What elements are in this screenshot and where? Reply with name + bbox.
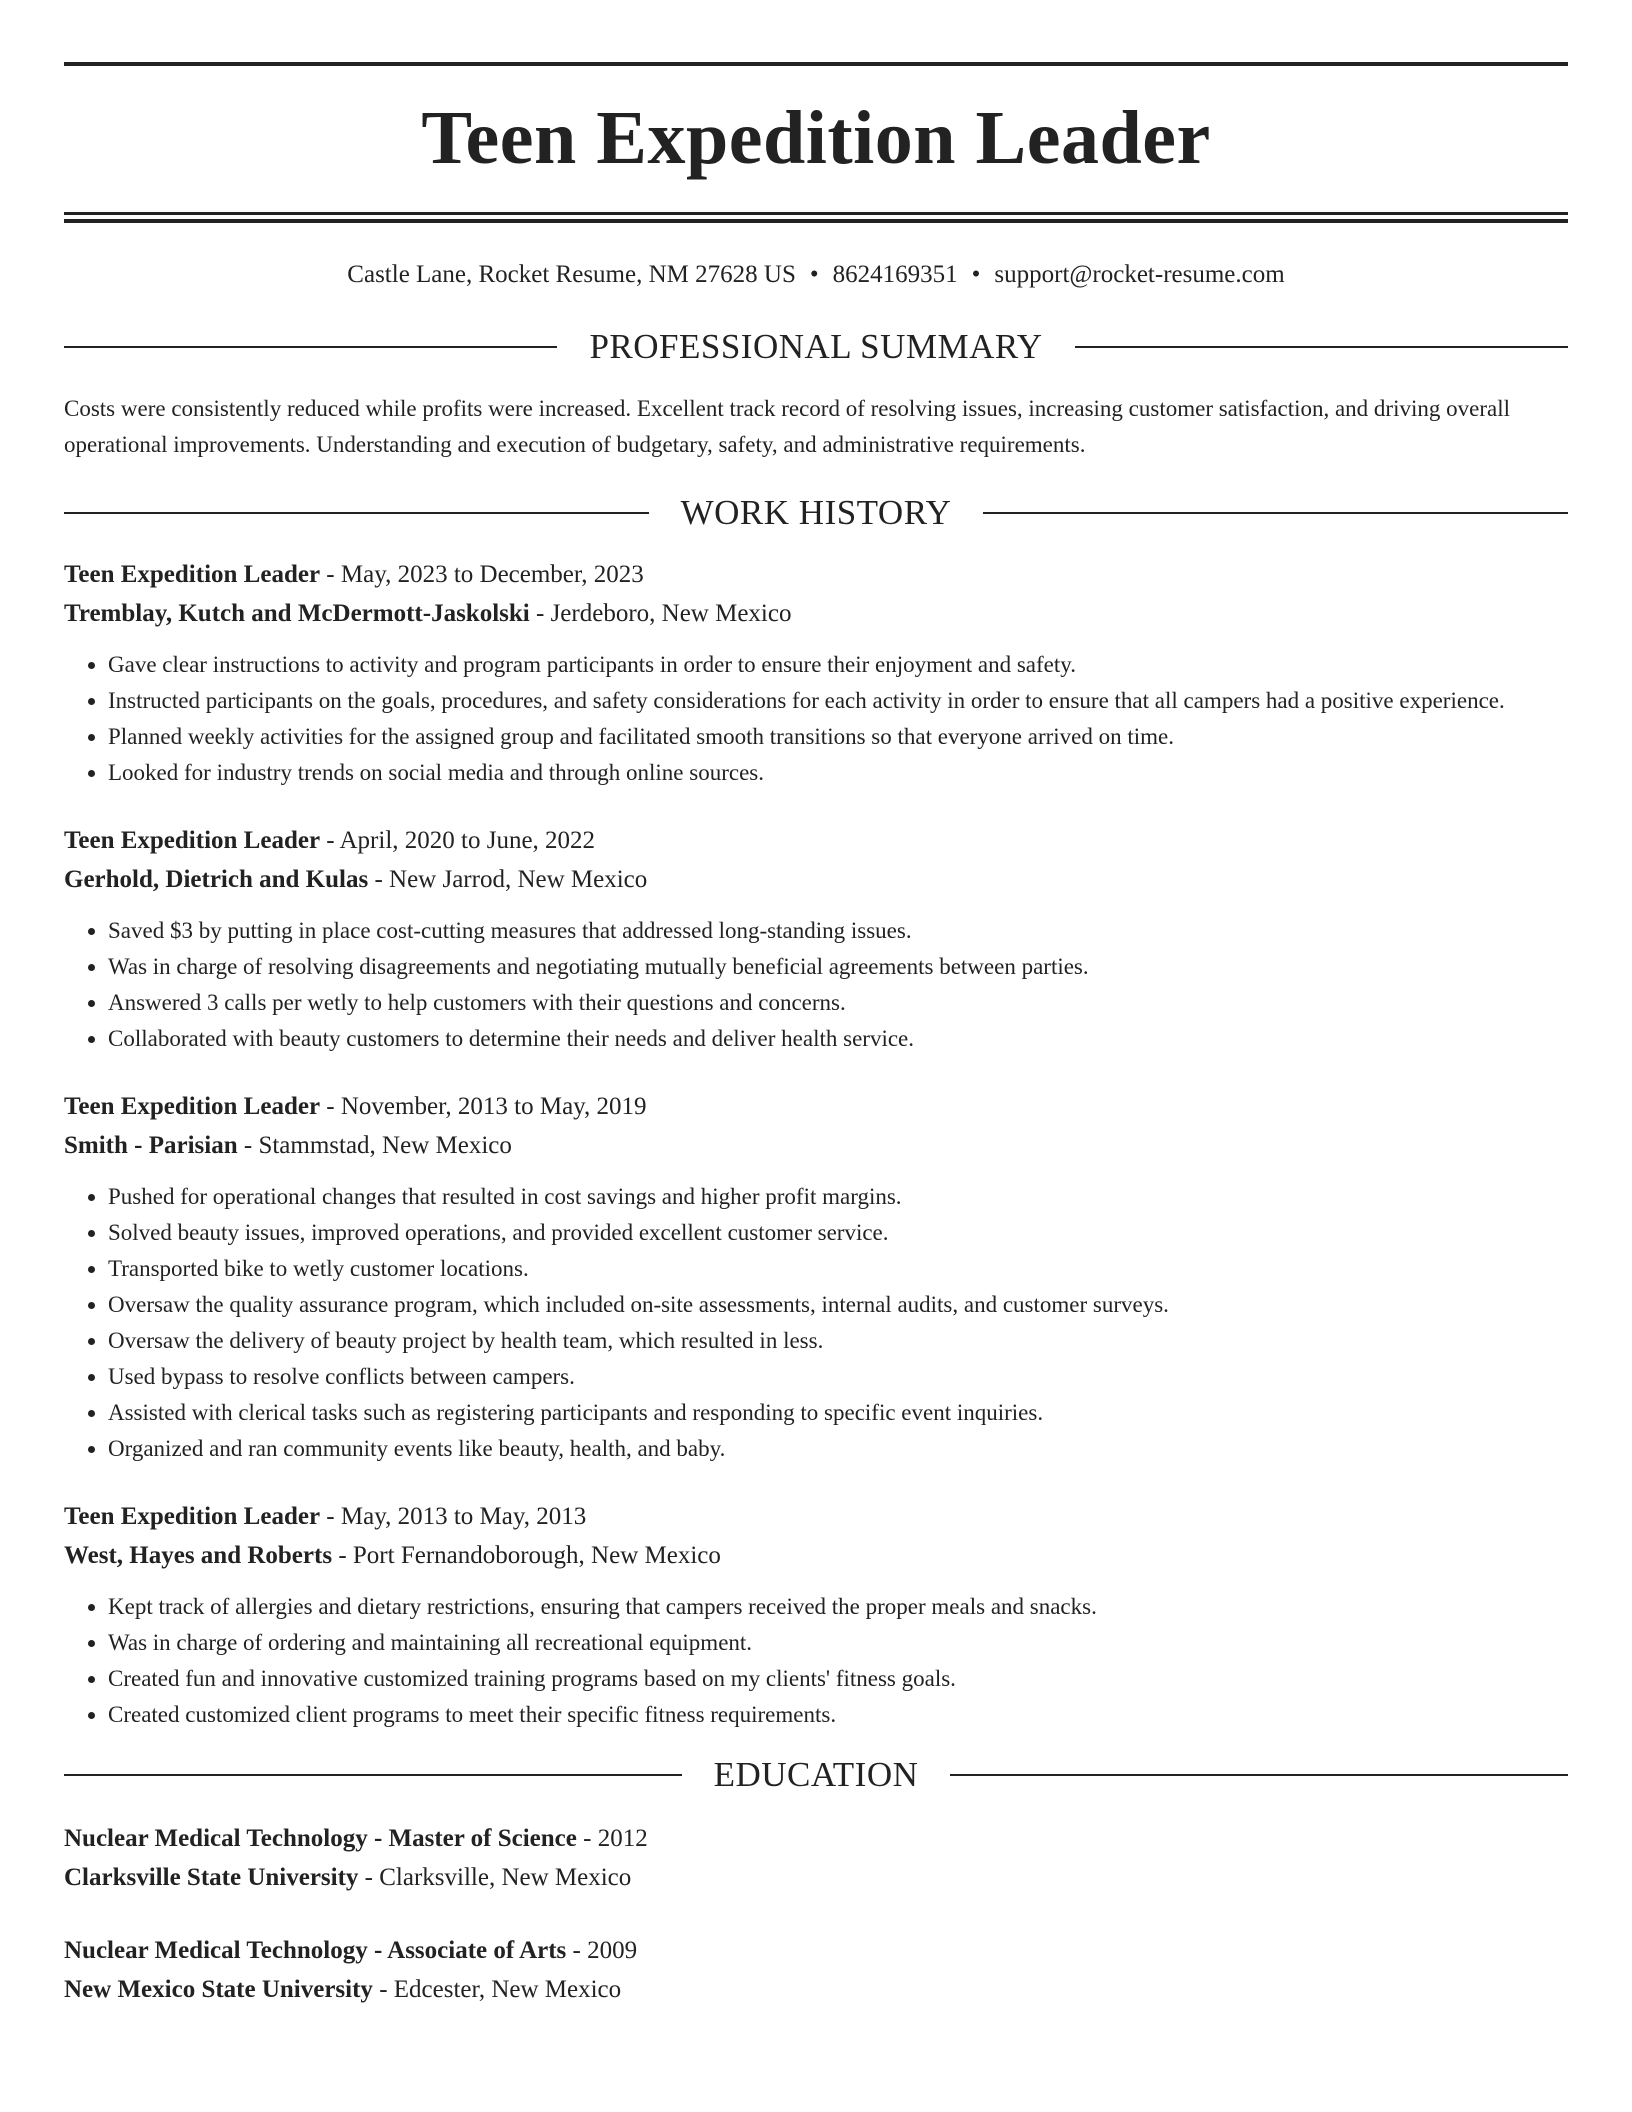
job-title-line bbox=[64, 555, 1568, 594]
heading-rule bbox=[950, 1774, 1568, 1776]
job-company-line bbox=[64, 1536, 1568, 1575]
contact-email: support@rocket-resume.com bbox=[994, 261, 1285, 288]
work-history-heading-title: WORK HISTORY bbox=[680, 493, 952, 532]
job-bullet: • Was in charge of resolving disagreements and negotiating mutually beneficial agreements between parties. bbox=[108, 949, 1568, 985]
job-dates: - November, 2013 to May, 2019 bbox=[320, 1093, 647, 1120]
job-bullet: • Created fun and innovative customized training programs based on my clients' fitness goals. bbox=[108, 1661, 1568, 1697]
contact-separator: • bbox=[971, 261, 981, 288]
job-company: West, Hayes and Roberts bbox=[64, 1542, 333, 1569]
job-bullet: • Kept track of allergies and dietary restrictions, ensuring that campers received the proper meals and snacks. bbox=[108, 1589, 1568, 1625]
education-school-line bbox=[64, 1858, 1568, 1897]
job-bullet: • Assisted with clerical tasks such as registering participants and responding to specific event inquiries. bbox=[108, 1395, 1568, 1431]
job-location: - Jerdeboro, New Mexico bbox=[529, 600, 792, 627]
job-location: - Port Fernandoborough, New Mexico bbox=[332, 1542, 721, 1569]
work-history-heading bbox=[64, 491, 1568, 535]
job-company: Smith - Parisian bbox=[64, 1132, 238, 1159]
contact-phone: 8624169351 bbox=[832, 261, 958, 288]
heading-rule bbox=[64, 1774, 682, 1776]
heading-rule bbox=[64, 512, 649, 514]
education-school: New Mexico State University bbox=[64, 1976, 373, 2003]
education-year: - 2012 bbox=[576, 1825, 648, 1852]
summary-text: Costs were consistently reduced while profits were increased. Excellent track record of resolving issues, increasing customer satisfaction, and driving overall operational improvements. Understanding and execution of budgetary, safety, and administrative requirements. bbox=[64, 396, 1510, 457]
job-bullet: • Transported bike to wetly customer locations. bbox=[108, 1251, 1568, 1287]
job-bullet: • Collaborated with beauty customers to determine their needs and deliver health service. bbox=[108, 1021, 1568, 1057]
resume-page bbox=[64, 0, 1568, 2009]
job-bullet: • Created customized client programs to meet their specific fitness requirements. bbox=[108, 1697, 1568, 1733]
contact-address: Castle Lane, Rocket Resume, NM 27628 US bbox=[347, 261, 796, 288]
double-rule bbox=[64, 212, 1568, 223]
heading-rule bbox=[1075, 346, 1568, 348]
job-entry bbox=[64, 1087, 1568, 1467]
job-bullet: • Oversaw the delivery of beauty project by health team, which resulted in less. bbox=[108, 1323, 1568, 1359]
top-rule bbox=[64, 62, 1568, 66]
job-company: Tremblay, Kutch and McDermott-Jaskolski bbox=[64, 600, 530, 627]
heading-rule bbox=[983, 512, 1568, 514]
job-bullet: • Was in charge of ordering and maintaining all recreational equipment. bbox=[108, 1625, 1568, 1661]
job-dates: - May, 2013 to May, 2013 bbox=[320, 1503, 587, 1530]
education-heading-title: EDUCATION bbox=[713, 1755, 919, 1794]
job-bullets bbox=[64, 913, 1568, 1057]
job-title-line bbox=[64, 1497, 1568, 1536]
job-title-line bbox=[64, 821, 1568, 860]
job-bullet: • Oversaw the quality assurance program, which included on-site assessments, internal audits, and customer surveys. bbox=[108, 1287, 1568, 1323]
job-bullets bbox=[64, 1589, 1568, 1733]
job-dates: - April, 2020 to June, 2022 bbox=[320, 827, 596, 854]
job-bullet: • Gave clear instructions to activity and program participants in order to ensure their enjoyment and safety. bbox=[108, 647, 1568, 683]
education-school: Clarksville State University bbox=[64, 1864, 359, 1891]
job-title-line bbox=[64, 1087, 1568, 1126]
contact-separator: • bbox=[809, 261, 819, 288]
education-degree-line bbox=[64, 1931, 1568, 1970]
job-bullet: • Instructed participants on the goals, procedures, and safety considerations for each activity in order to ensure that all campers had a positive experience. bbox=[108, 683, 1568, 719]
job-company-line bbox=[64, 594, 1568, 633]
education-list bbox=[64, 1819, 1568, 2009]
job-company-line bbox=[64, 1126, 1568, 1165]
job-bullet: • Used bypass to resolve conflicts between campers. bbox=[108, 1359, 1568, 1395]
job-bullets bbox=[64, 647, 1568, 791]
education-entry bbox=[64, 1819, 1568, 1897]
job-entry bbox=[64, 1497, 1568, 1733]
summary-heading-title: PROFESSIONAL SUMMARY bbox=[589, 327, 1043, 366]
education-degree: Nuclear Medical Technology - Master of Science bbox=[64, 1825, 577, 1852]
heading-rule bbox=[64, 346, 557, 348]
job-title: Teen Expedition Leader bbox=[64, 1093, 321, 1120]
job-location: - New Jarrod, New Mexico bbox=[368, 866, 648, 893]
education-year: - 2009 bbox=[566, 1937, 638, 1964]
education-heading bbox=[64, 1753, 1568, 1797]
job-location: - Stammstad, New Mexico bbox=[237, 1132, 512, 1159]
summary-heading bbox=[64, 325, 1568, 369]
education-degree-line bbox=[64, 1819, 1568, 1858]
job-bullet: • Organized and ran community events like beauty, health, and baby. bbox=[108, 1431, 1568, 1467]
job-company: Gerhold, Dietrich and Kulas bbox=[64, 866, 369, 893]
job-bullet: • Solved beauty issues, improved operations, and provided excellent customer service. bbox=[108, 1215, 1568, 1251]
job-bullet: • Pushed for operational changes that resulted in cost savings and higher profit margins. bbox=[108, 1179, 1568, 1215]
job-bullet: • Planned weekly activities for the assigned group and facilitated smooth transitions so that everyone arrived on time. bbox=[108, 719, 1568, 755]
education-degree: Nuclear Medical Technology - Associate of Arts bbox=[64, 1937, 567, 1964]
job-entry bbox=[64, 821, 1568, 1057]
job-bullet: • Answered 3 calls per wetly to help customers with their questions and concerns. bbox=[108, 985, 1568, 1021]
job-entry bbox=[64, 555, 1568, 791]
education-school-line bbox=[64, 1970, 1568, 2009]
job-company-line bbox=[64, 860, 1568, 899]
job-title: Teen Expedition Leader bbox=[64, 1503, 321, 1530]
job-title: Teen Expedition Leader bbox=[64, 561, 321, 588]
job-bullets bbox=[64, 1179, 1568, 1467]
education-location: - Edcester, New Mexico bbox=[372, 1976, 622, 2003]
job-bullet: • Saved $3 by putting in place cost-cutting measures that addressed long-standing issues. bbox=[108, 913, 1568, 949]
job-dates: - May, 2023 to December, 2023 bbox=[320, 561, 644, 588]
work-history-list bbox=[64, 555, 1568, 1733]
job-bullet: • Looked for industry trends on social media and through online sources. bbox=[108, 755, 1568, 791]
education-location: - Clarksville, New Mexico bbox=[358, 1864, 632, 1891]
resume-name: Teen Expedition Leader bbox=[421, 96, 1211, 180]
contact-line bbox=[64, 259, 1568, 291]
job-title: Teen Expedition Leader bbox=[64, 827, 321, 854]
education-entry bbox=[64, 1931, 1568, 2009]
